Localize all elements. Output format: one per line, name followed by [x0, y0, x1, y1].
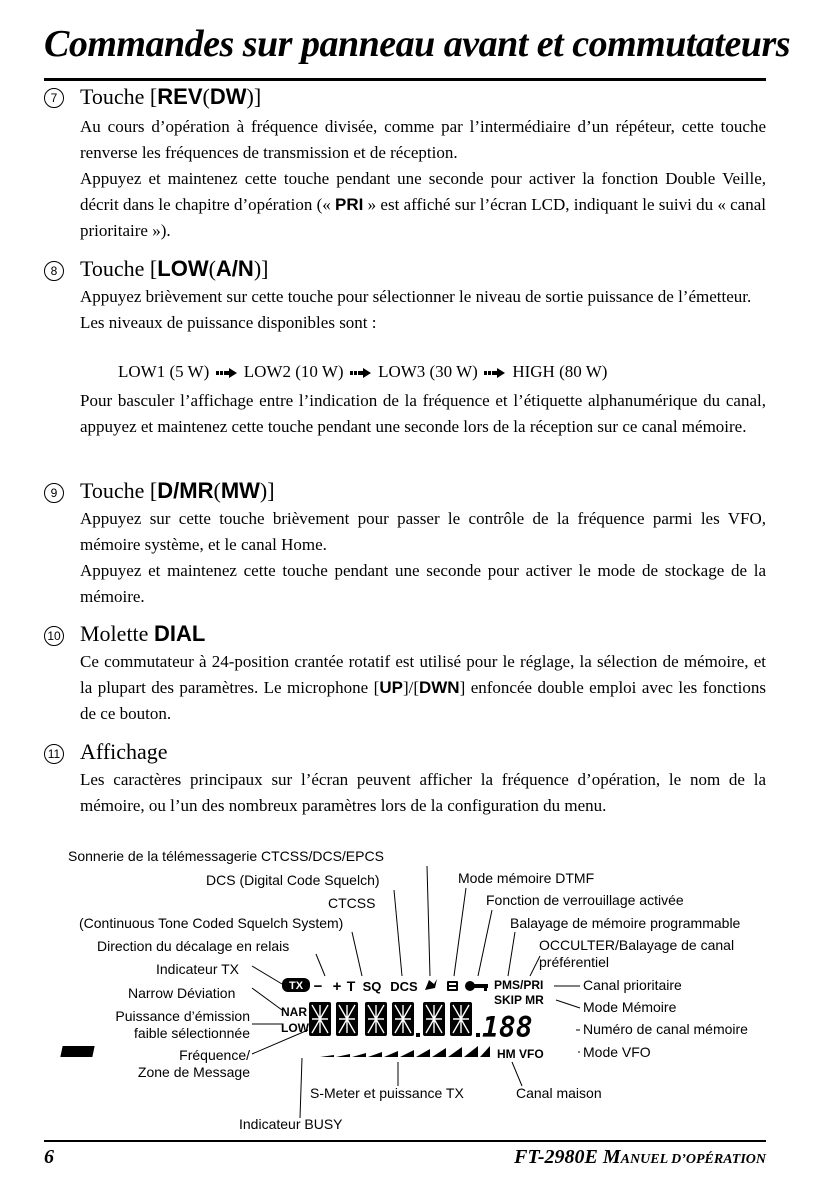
- paragraph: Appuyez sur cette touche brièvement pour passer le contrôle de la fréquence parmi les VFO, mémoire système, et le canal Home.: [80, 509, 766, 554]
- heading-suffix: )]: [259, 478, 275, 503]
- text: ]/[: [402, 678, 419, 697]
- label-s-meter: S-Meter et puissance TX: [310, 1085, 464, 1101]
- s-meter-bars: [320, 1046, 490, 1057]
- leader-line: [556, 1000, 580, 1008]
- tone-t: T: [346, 978, 356, 994]
- section-number-8: 8: [44, 261, 64, 281]
- heading-prefix: Touche [: [80, 478, 158, 503]
- pms-pri-indicator: PMS/PRI: [494, 978, 544, 992]
- key-dw: DW: [209, 84, 247, 109]
- dtmf-icon: [447, 981, 458, 991]
- footer-rule: [44, 1140, 766, 1142]
- key-an: A/N: [215, 256, 254, 281]
- decimal-point: [476, 1033, 480, 1037]
- shift-plus: +: [332, 978, 342, 995]
- heading-suffix: )]: [246, 84, 262, 109]
- digit: [423, 1002, 445, 1036]
- leader-line: [252, 988, 282, 1010]
- power-level: LOW2 (10 W): [243, 362, 344, 381]
- heading-prefix: Touche [: [80, 84, 158, 109]
- label-ctcss-full: (Continuous Tone Coded Squelch System): [79, 915, 344, 931]
- paragraph: Appuyez et maintenez cette touche pendant une seconde pour activer le mode de stockage de la mémoire.: [80, 561, 766, 606]
- label-line: Zone de Message: [137, 1064, 250, 1080]
- manual-title-a: FT-2980E M: [514, 1146, 621, 1168]
- section-number-11: 11: [44, 744, 64, 764]
- power-level: LOW1 (5 W): [118, 362, 210, 381]
- label-priority: Canal prioritaire: [583, 977, 682, 993]
- label-dcs: DCS (Digital Code Squelch): [206, 872, 380, 888]
- nar-indicator: NAR: [281, 1005, 307, 1019]
- leader-line: [394, 890, 402, 976]
- leader-line: [352, 932, 362, 976]
- heading-mid: (: [208, 256, 216, 281]
- frequency-digits: [309, 1002, 480, 1037]
- busy-badge: [60, 1046, 94, 1057]
- page-title: Commandes sur panneau avant et commutateurs: [44, 23, 791, 65]
- label-busy: Indicateur BUSY: [239, 1116, 343, 1132]
- low-indicator: LOW: [281, 1021, 309, 1035]
- leader-line: [512, 1062, 522, 1086]
- digit: [309, 1002, 331, 1036]
- label-frequency: [96, 1047, 250, 1081]
- busy-badge-label: BUSY: [285, 1047, 311, 1057]
- paragraph: Au cours d’opération à fréquence divisée, comme par l’intermédiaire d’un répéteur, cette touche renverse les fréquences de transmission et de réception.: [80, 117, 766, 162]
- manual-title: [514, 1146, 766, 1169]
- text: Appuyez et maintenez cette touche pendant une seconde pour activer la fonction Double Veille, décrit dans le chapitre d’opération («: [80, 169, 766, 214]
- digit: [450, 1002, 472, 1036]
- leader-line: [508, 932, 515, 976]
- heading-mid: (: [202, 84, 210, 109]
- leader-line: [252, 966, 282, 984]
- key-up: UP: [379, 678, 403, 697]
- leader-line: [478, 910, 492, 976]
- bell-icon: [425, 979, 437, 990]
- leader-line: [300, 1058, 302, 1118]
- section-heading-11: Affichage: [80, 739, 168, 764]
- text: ] enfoncée double emploi avec les fonctions de ce bouton.: [80, 678, 766, 723]
- power-level: HIGH (80 W): [512, 362, 608, 381]
- label-line: OCCULTER/Balayage de canal: [539, 937, 735, 953]
- label-channel-number: Numéro de canal mémoire: [583, 1021, 748, 1037]
- key-rev: REV: [157, 84, 203, 109]
- digit: [336, 1002, 358, 1036]
- key-dial: DIAL: [153, 621, 206, 646]
- skip-mr-indicator: SKIP MR: [494, 993, 544, 1007]
- paragraph: Les caractères principaux sur l’écran peuvent afficher la fréquence d’opération, le nom de la mémoire, ou l’un des nombreux paramètres lors de la configuration du menu.: [80, 770, 766, 815]
- leader-line: [454, 888, 466, 976]
- hm-vfo-indicator: HM VFO: [497, 1047, 544, 1061]
- label-memory-mode: Mode Mémoire: [583, 999, 677, 1015]
- digit: [392, 1002, 414, 1036]
- key-icon: [465, 981, 488, 991]
- label-low-power: [96, 1008, 250, 1042]
- page-number: 6: [44, 1146, 54, 1168]
- section-number-9: 9: [44, 483, 64, 503]
- label-pms: Balayage de mémoire programmable: [510, 915, 741, 931]
- channel-number: 188: [482, 1011, 533, 1044]
- label-line: Fréquence/: [179, 1047, 250, 1063]
- label-ringer: Sonnerie de la télémessagerie CTCSS/DCS/EPCS: [68, 848, 384, 864]
- label-line: Puissance d’émission: [115, 1008, 250, 1024]
- label-tx-indicator: Indicateur TX: [156, 961, 240, 977]
- label-skip: [539, 937, 734, 971]
- label-home: Canal maison: [516, 1085, 602, 1101]
- heading-prefix: Touche [: [80, 256, 158, 281]
- dcs-indicator: DCS: [390, 979, 418, 994]
- label-ctcss: CTCSS: [328, 895, 376, 911]
- label-lock: Fonction de verrouillage activée: [486, 892, 684, 908]
- paragraph: Les niveaux de puissance disponibles sont :: [80, 313, 377, 332]
- sq-indicator: SQ: [362, 979, 382, 994]
- text: Ce commutateur à 24-position crantée rotatif est utilisé pour le réglage, la sélection de mémoire, et la plupart des paramètres. Le microphone [: [80, 652, 766, 697]
- heading-prefix: Molette: [80, 621, 154, 646]
- section-number-7: 7: [44, 88, 64, 108]
- digit: [365, 1002, 387, 1036]
- label-line: préférentiel: [539, 954, 610, 970]
- power-level: LOW3 (30 W): [378, 362, 478, 381]
- heading-suffix: )]: [253, 256, 269, 281]
- leader-line: [427, 866, 430, 976]
- text: » est affiché sur l’écran LCD, indiquant le suivi du « canal prioritaire »).: [80, 195, 766, 240]
- paragraph: Pour basculer l’affichage entre l’indication de la fréquence et l’étiquette alphanumérique du canal, appuyez et maintenez cette touche pendant une seconde lors de la réception sur ce canal mémoire.: [80, 391, 766, 436]
- key-dwn: DWN: [418, 678, 460, 697]
- label-dtmf: Mode mémoire DTMF: [458, 870, 595, 886]
- key-low: LOW: [157, 256, 209, 281]
- heading-mid: (: [213, 478, 221, 503]
- section-number-10: 10: [44, 626, 64, 646]
- label-narrow: Narrow Déviation: [128, 985, 236, 1001]
- leader-line: [316, 954, 325, 976]
- pri-key: PRI: [335, 195, 364, 214]
- paragraph: Appuyez brièvement sur cette touche pour sélectionner le niveau de sortie puissance de l’émetteur.: [80, 287, 752, 306]
- manual-title-b: ANUEL D’OPÉRATION: [620, 1152, 766, 1167]
- decimal-point: [416, 1033, 420, 1037]
- shift-minus: −: [313, 978, 323, 995]
- label-vfo: Mode VFO: [583, 1044, 651, 1060]
- label-line: faible sélectionnée: [134, 1025, 250, 1041]
- key-mw: MW: [220, 478, 260, 503]
- label-shift-direction: Direction du décalage en relais: [97, 938, 290, 954]
- key-dmr: D/MR: [157, 478, 214, 503]
- tx-badge-label: TX: [288, 980, 304, 992]
